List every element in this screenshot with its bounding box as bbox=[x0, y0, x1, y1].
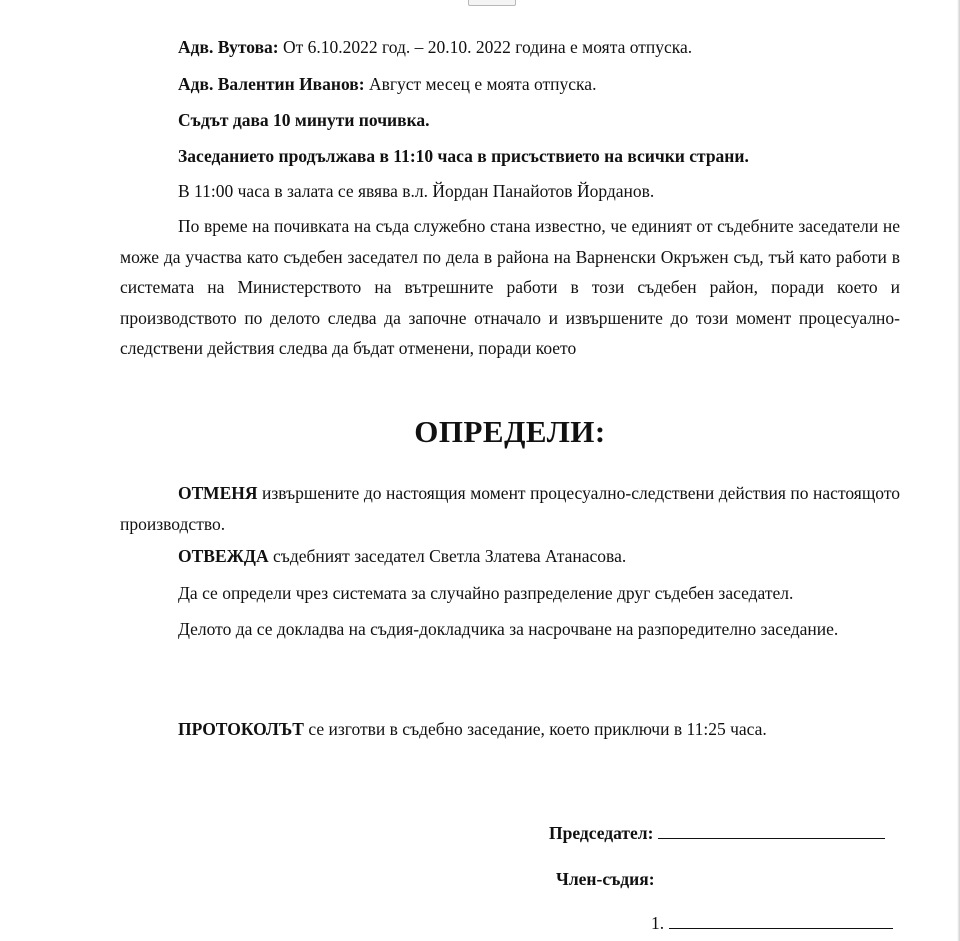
member-label: Член-съдия: bbox=[556, 869, 655, 889]
protocol-keyword: ПРОТОКОЛЪТ bbox=[178, 719, 304, 739]
paragraph-break bbox=[178, 109, 430, 131]
paragraph-report bbox=[120, 614, 900, 645]
recusal-keyword: ОТВЕЖДА bbox=[178, 546, 269, 566]
random-assign-text: Да се определи чрез системата за случайно разпределение друг съдебен заседател. bbox=[178, 583, 794, 603]
member-judge-heading bbox=[556, 868, 655, 890]
paragraph-recusal bbox=[178, 545, 626, 567]
reasoning-text: По време на почивката на съда служебно стана известно, че единият от съдебните заседатели не може да участва като съдебен заседател по дела в района на Варненски Окръжен съд, тъй като работи в системата на Министерството на вътрешните работи в този съдебен район, поради което и производството по делото следва да започне отначало и извършените до този момент процесуално-следствени действия следва да бъдат отменени, поради което bbox=[120, 216, 900, 358]
paragraph-ivanov bbox=[178, 73, 596, 95]
expert-appearance: В 11:00 часа в залата се явява в.л. Йордан Панайотов Йорданов. bbox=[178, 181, 655, 201]
member-signature-line bbox=[669, 914, 893, 929]
member-number: 1. bbox=[651, 913, 665, 933]
annuls-text: извършените до настоящия момент процесуално-следствени действия по настоящото производство. bbox=[120, 483, 900, 534]
break-notice: Съдът дава 10 минути почивка. bbox=[178, 110, 430, 130]
speaker-ivanov: Адв. Валентин Иванов: bbox=[178, 74, 365, 94]
speaker-vutova: Адв. Вутова: bbox=[178, 37, 279, 57]
statement-vutova: От 6.10.2022 год. – 20.10. 2022 година е моята отпуска. bbox=[278, 37, 693, 57]
paragraph-expert bbox=[178, 180, 654, 202]
paragraph-resume bbox=[178, 145, 749, 167]
chairman-label: Председател: bbox=[549, 823, 654, 843]
chairman-signature bbox=[549, 822, 885, 844]
recusal-text: съдебният заседател Светла Златева Атанасова. bbox=[268, 546, 627, 566]
scroll-handle[interactable] bbox=[468, 0, 516, 6]
paragraph-vutova bbox=[178, 36, 692, 58]
member-signature bbox=[651, 912, 893, 934]
paragraph-random-assign bbox=[178, 582, 793, 604]
chairman-signature-line bbox=[658, 824, 885, 839]
ruling-heading: ОПРЕДЕЛИ: bbox=[414, 414, 606, 449]
report-text: Делото да се докладва на съдия-докладчика за насрочване на разпоредително заседание. bbox=[178, 619, 839, 639]
paragraph-reasoning bbox=[120, 211, 900, 364]
resume-notice: Заседанието продължава в 11:10 часа в присъствието на всички страни. bbox=[178, 146, 749, 166]
statement-ivanov: Август месец е моята отпуска. bbox=[364, 74, 597, 94]
paragraph-annuls bbox=[120, 478, 900, 539]
paragraph-protocol bbox=[178, 718, 767, 740]
annuls-keyword: ОТМЕНЯ bbox=[178, 483, 258, 503]
protocol-text: се изготви в съдебно заседание, което приключи в 11:25 часа. bbox=[303, 719, 767, 739]
